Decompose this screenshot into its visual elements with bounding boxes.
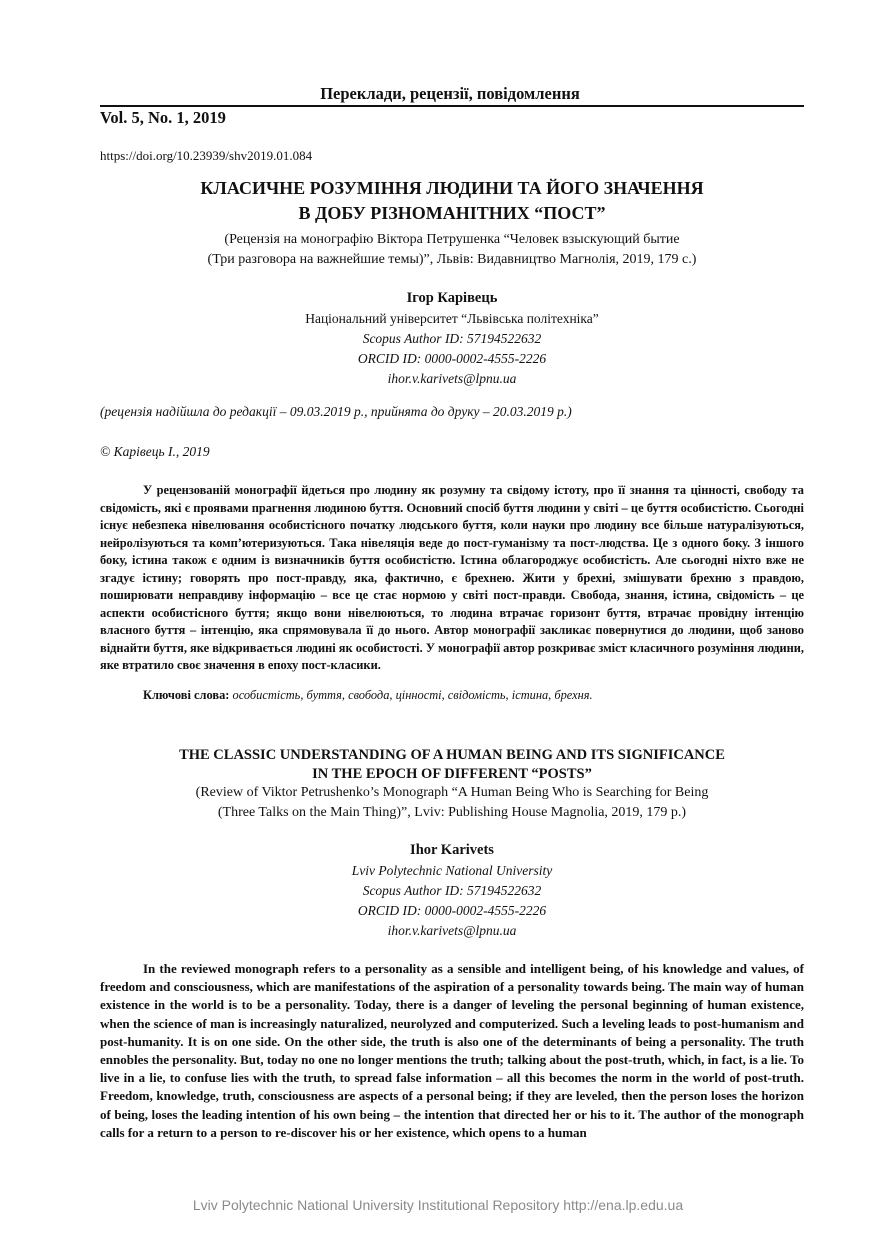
affiliation-ua: Національний університет “Львівська політехніка” (305, 311, 599, 326)
author-en: Ihor Karivets (410, 842, 494, 858)
email-ua[interactable]: ihor.v.karivets@lpnu.ua (387, 371, 517, 386)
doi-link[interactable]: https://doi.org/10.23939/shv2019.01.084 (100, 148, 313, 163)
volume-issue: Vol. 5, No. 1, 2019 (100, 108, 226, 127)
review-en-line2: (Three Talks on the Main Thing)”, Lviv: Publishing House Magnolia, 2019, 179 p.) (217, 805, 687, 820)
abstract-ua: У рецензованій монографії йдеться про людину як розумну та свідому істоту, про її знання та цінності, свободу та свідомість, які є проявами прагнення людиною буття. Основний спосіб буття людини у світі – це буття особистістю. Сьогодні існує небезпека нівелювання особистісного початку людського буття, коли науки про людину все більше натуралізуються, нейролізуються та комп’ютеризуються. Така нівеляція веде до пост-гуманізму та пост-людства. Це з одного боку. З іншого боку, істина також є одним із визначників буття особистістю. Істина облагороджує особистість. Але сьогодні ніхто вже не згадує істину; говорять про пост-правду, яка, фактично, є брехнею. Жити у брехні, змішувати брехню з правдою, поширювати неправдиву інформацію – все це стає нормою у світі пост-правди. Свобода, знання, істина, свідомість – це аспекти особистісного буття; якщо вони нівелюються, то людина втрачає горизонт буття, втрачає провідну інтенцію власного буття – інтенцію, яка спрямовувала її до нього. Автор монографії закликає повернутися до людини, щоб заново віднайти буття, яке відкривається людині як особистості. У монографії автор розкриває зміст класичного розуміння людини, яке втратило своє значення в епоху пост-класики. (100, 483, 804, 672)
abstract-en: In the reviewed monograph refers to a personality as a sensible and intelligent being, of his knowledge and values, of freedom and consciousness, which are manifestations of the aspiration of a personality towards being. The main way of human existence in the world is to be a personality. Today, there is a danger of leveling the personal beginning of human existence, when the science of man is increasingly naturalized, neurolyzed and computerized. Such a leveling leads to post-humanism and post-humanity. It is on one side. On the other side, the truth is also one of the determinants of being a personality. The truth ennobles the personality. But, today no one no longer mentions the truth; talking about the post-truth, which, in fact, is a lie. To live in a lie, to confuse lies with the truth, to spread false information – all this becomes the norm in the world of post-truth. Freedom, knowledge, truth, consciousness are aspects of a personal being; if they are leveled, then the person loses the horizon of being, loses the leading intention of his own being – the intention that directed her or his to it. The author of the monograph calls for a return to a person to re-discover his or her existence, which opens to a human (100, 961, 804, 1140)
repository-footer: Lviv Polytechnic National University Institutional Repository http://ena.lp.edu.ua (192, 1197, 684, 1213)
title-en-line1: THE CLASSIC UNDERSTANDING OF A HUMAN BEING AND ITS SIGNIFICANCE (179, 747, 725, 763)
journal-section-header: Переклади, рецензії, повідомлення (320, 84, 580, 103)
email-en[interactable]: ihor.v.karivets@lpnu.ua (387, 923, 517, 938)
copyright: © Карівець І., 2019 (100, 444, 210, 459)
keywords-label: Ключові слова: (143, 688, 230, 702)
title-ua-line1: КЛАСИЧНЕ РОЗУМІННЯ ЛЮДИНИ ТА ЙОГО ЗНАЧЕННЯ (200, 178, 704, 198)
review-ua-line1: (Рецензія на монографію Віктора Петрушенка “Человек взыскующий бытие (224, 232, 680, 247)
title-ua-line2: В ДОБУ РІЗНОМАНІТНИХ “ПОСТ” (298, 203, 606, 223)
author-ua: Ігор Карівець (406, 290, 498, 306)
submission-dates: (рецензія надійшла до редакції – 09.03.2019 р., прийнята до друку – 20.03.2019 р.) (100, 404, 572, 419)
keywords-list: особистість, буття, свобода, цінності, свідомість, істина, брехня. (232, 688, 593, 702)
orcid-ua: ORCID ID: 0000-0002-4555-2226 (357, 351, 547, 366)
header-rule (100, 105, 804, 107)
keywords-ua (143, 688, 593, 703)
review-en-line1: (Review of Viktor Petrushenko’s Monograph “A Human Being Who is Searching for Being (195, 785, 709, 800)
scopus-id-en: Scopus Author ID: 57194522632 (362, 883, 542, 898)
title-en-line2: IN THE EPOCH OF DIFFERENT “POSTS” (312, 766, 592, 782)
review-ua-line2: (Три разговора на важнейшие темы)”, Львів: Видавництво Магнолія, 2019, 179 с.) (207, 252, 697, 267)
affiliation-en: Lviv Polytechnic National University (351, 863, 553, 878)
orcid-en: ORCID ID: 0000-0002-4555-2226 (357, 903, 547, 918)
scopus-id-ua: Scopus Author ID: 57194522632 (362, 331, 542, 346)
